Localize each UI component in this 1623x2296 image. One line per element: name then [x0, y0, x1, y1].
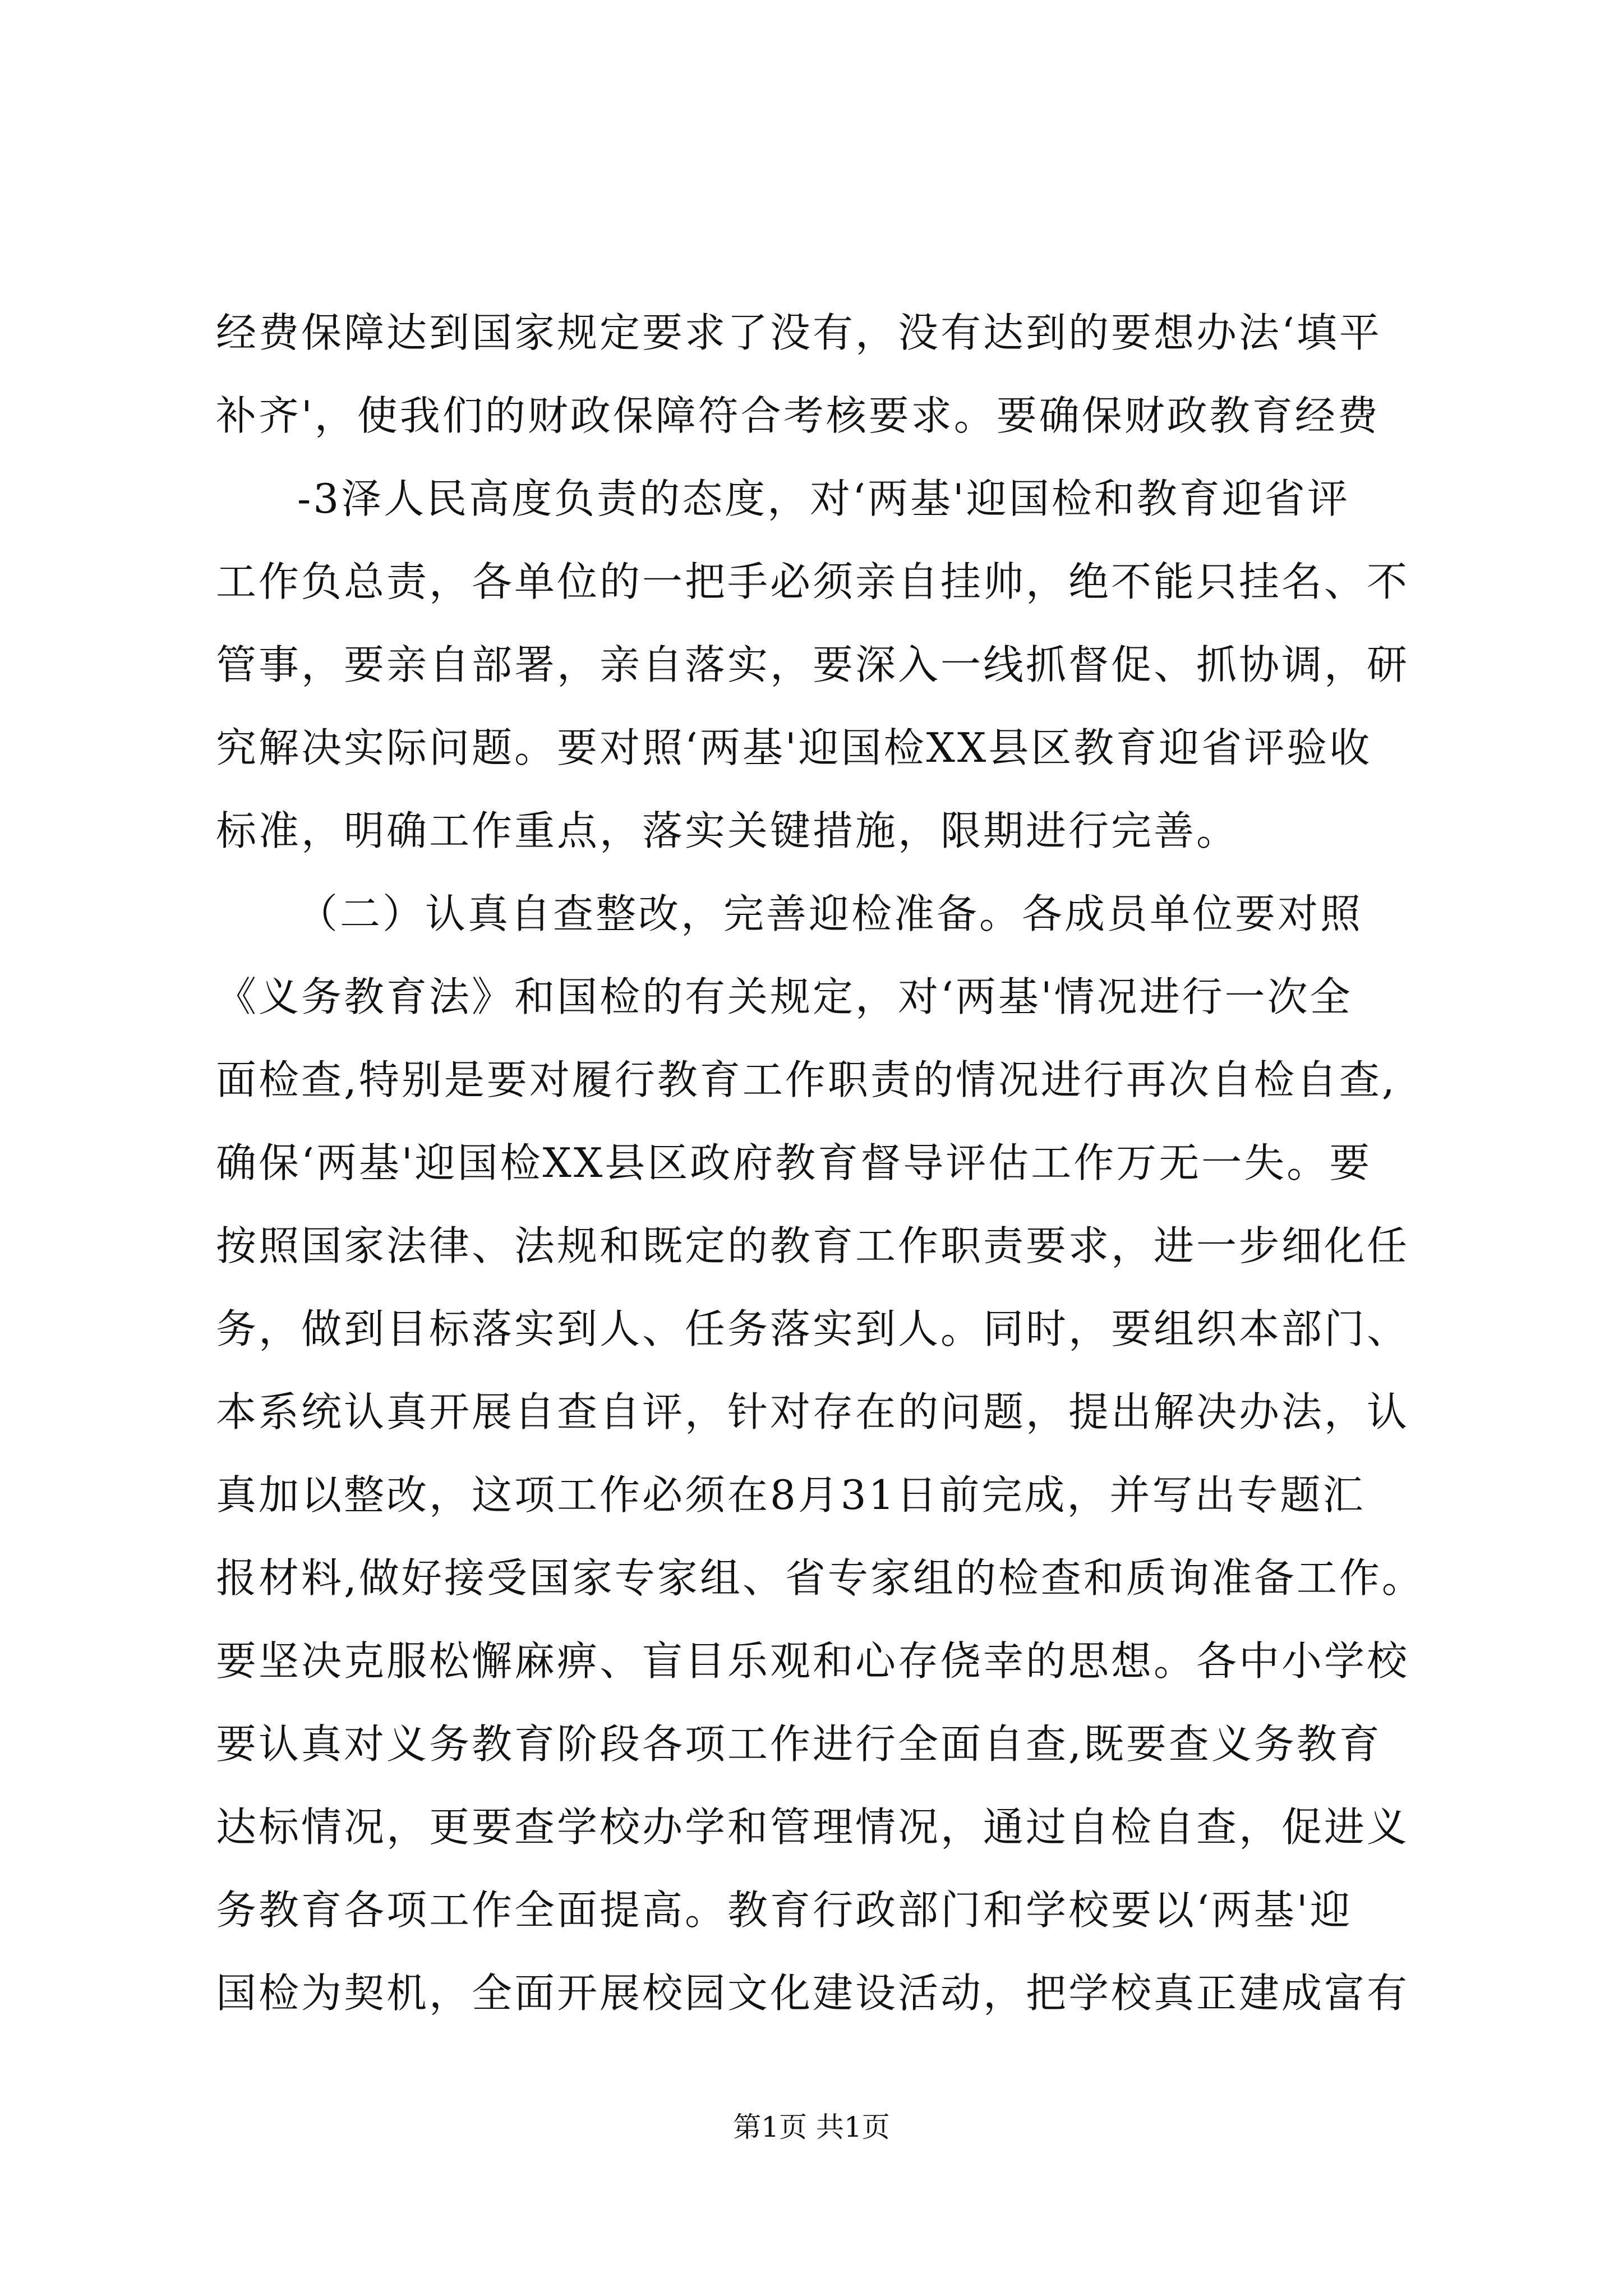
text-line: 确保‘两基'迎国检XX县区政府教育督导评估工作万无一失。要	[216, 1139, 1372, 1186]
text-line: 务教育各项工作全面提高。教育行政部门和学校要以‘两基'迎	[216, 1887, 1353, 1934]
text-line: 要认真对义务教育阶段各项工作进行全面自查,既要查义务教育	[216, 1720, 1382, 1768]
text-line: -3泽人民高度负责的态度，对‘两基'迎国检和教育迎省评	[297, 475, 1350, 522]
text-line: 要坚决克服松懈麻痹、盲目乐观和心存侥幸的思想。各中小学校	[216, 1637, 1410, 1685]
text-line: 经费保障达到国家规定要求了没有，没有达到的要想办法‘填平	[216, 309, 1382, 356]
text-line: 补齐'，使我们的财政保障符合考核要求。要确保财政教育经费	[216, 392, 1380, 439]
text-line: 按照国家法律、法规和既定的教育工作职责要求，进一步细化任	[216, 1222, 1410, 1269]
text-line: 本系统认真开展自查自评，针对存在的问题，提出解决办法，认	[216, 1388, 1410, 1435]
page-footer: 第1页 共1页	[733, 2111, 890, 2143]
text-line: 究解决实际问题。要对照‘两基'迎国检XX县区教育迎省评验收	[216, 724, 1372, 771]
text-line: 管事，要亲自部署，亲自落实，要深入一线抓督促、抓协调，研	[216, 641, 1410, 688]
text-line: 面检查,特别是要对履行教育工作职责的情况进行再次自检自查,	[216, 1056, 1397, 1103]
text-line: 标准，明确工作重点，落实关键措施，限期进行完善。	[216, 807, 1239, 854]
text-line: 报材料,做好接受国家专家组、省专家组的检查和质询准备工作。	[216, 1554, 1424, 1602]
text-line: 工作负总责，各单位的一把手必须亲自挂帅，绝不能只挂名、不	[216, 558, 1410, 605]
text-line: （二）认真自查整改，完善迎检准备。各成员单位要对照	[297, 890, 1363, 937]
text-line: 务，做到目标落实到人、任务落实到人。同时，要组织本部门、	[216, 1305, 1410, 1352]
text-line: 国检为契机，全面开展校园文化建设活动，把学校真正建成富有	[216, 1970, 1410, 2017]
text-line: 《义务教育法》和国检的有关规定，对‘两基'情况进行一次全	[216, 973, 1353, 1020]
text-line: 达标情况，更要查学校办学和管理情况，通过自检自查，促进义	[216, 1803, 1410, 1851]
text-line: 真加以整改，这项工作必须在8月31日前完成，并写出专题汇	[216, 1471, 1366, 1519]
